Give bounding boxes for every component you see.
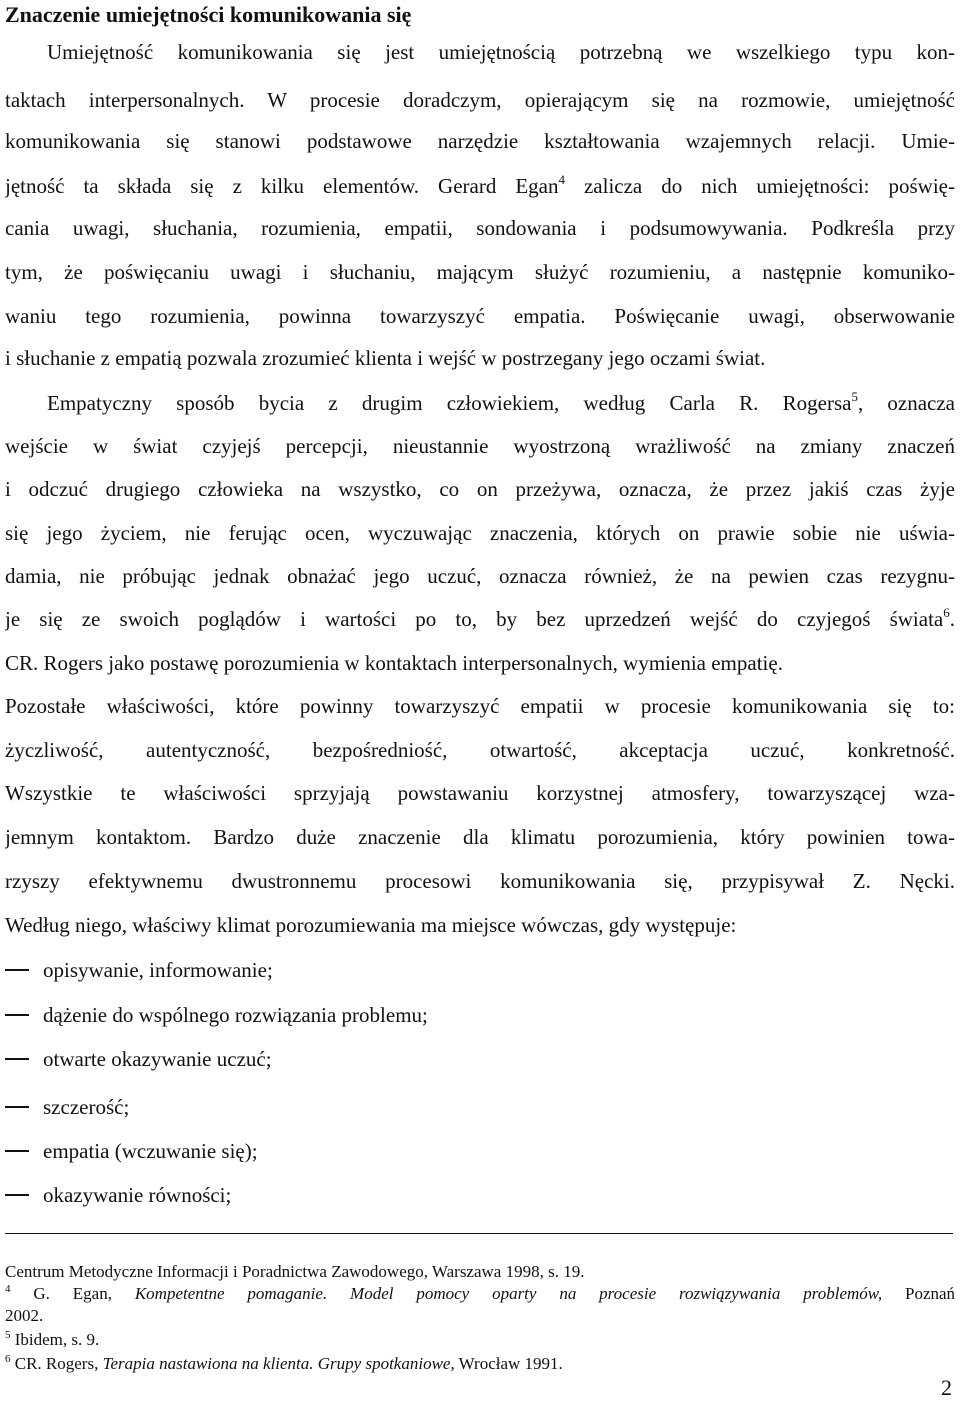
- footnote: $^5$ Ibidem, s. 9.: [5, 1329, 100, 1349]
- text-line: Umiejętność komunikowania się jest umiejętnością potrzebną we wszelkiego typu kon-: [47, 40, 955, 64]
- dash-bullet-icon: [5, 969, 29, 971]
- text-line: rzyszy efektywnemu dwustronnemu procesowi komunikowania się, przypisywał Z. Nęcki.: [5, 869, 955, 893]
- list-item: okazywanie równości;: [5, 1180, 955, 1210]
- text-line: życzliwość, autentyczność, bezpośredniość, otwartość, akceptacja uczuć, konkretność.: [5, 738, 955, 762]
- text-line: waniu tego rozumienia, powinna towarzyszyć empatia. Poświęcanie uwagi, obserwowanie: [5, 304, 955, 328]
- text-line: cania uwagi, słuchania, rozumienia, empatii, sondowania i podsumowywania. Podkreśla przy: [5, 216, 955, 240]
- text-line: jętność ta składa się z kilku elementów. Gerard Egan$^4$ zalicza do nich umiejętności: poświę-: [5, 172, 955, 198]
- footnote-ref: 6: [943, 605, 950, 620]
- text-line: Według niego, właściwy klimat porozumiewania ma miejsce wówczas, gdy występuje:: [5, 913, 737, 937]
- footnote-ref: 4: [558, 172, 565, 187]
- text-line: jemnym kontaktom. Bardzo duże znaczenie dla klimatu porozumienia, który powinien towa-: [5, 825, 955, 849]
- text-line: Empatyczny sposób bycia z drugim człowiekiem, według Carla R. Rogersa$^5$, oznacza: [47, 389, 955, 415]
- footnote-ref: 5: [851, 389, 858, 404]
- list-item: otwarte okazywanie uczuć;: [5, 1044, 955, 1074]
- text-line: i odczuć drugiego człowieka na wszystko, co on przeżywa, oznacza, że przez jakiś czas żyje: [5, 477, 955, 501]
- list-item: dążenie do wspólnego rozwiązania problemu;: [5, 1000, 955, 1030]
- text-line: wejście w świat czyjejś percepcji, nieustannie wyostrzoną wrażliwość na zmiany znaczeń: [5, 434, 955, 458]
- text-line: i słuchanie z empatią pozwala zrozumieć klienta i wejść w postrzegany jego oczami świat.: [5, 346, 766, 370]
- text-line: Pozostałe właściwości, które powinny towarzyszyć empatii w procesie komunikowania się to:: [5, 694, 955, 718]
- text-line: taktach interpersonalnych. W procesie doradczym, opierającym się na rozmowie, umiejętność: [5, 88, 955, 112]
- text-line: je się ze swoich poglądów i wartości po to, by bez uprzedzeń wejść do czyjegoś świata$^6$.: [5, 605, 955, 631]
- list-item: opisywanie, informowanie;: [5, 955, 955, 985]
- text-line: damia, nie próbując jednak obnażać jego uczuć, oznacza również, że na pewien czas rezygnu-: [5, 564, 955, 588]
- text-line: CR. Rogers jako postawę porozumienia w kontaktach interpersonalnych, wymienia empatię.: [5, 651, 783, 675]
- page-number: 2: [941, 1375, 952, 1400]
- text-line: komunikowania się stanowi podstawowe narzędzie kształtowania wzajemnych relacji. Umie-: [5, 129, 955, 153]
- dash-bullet-icon: [5, 1150, 29, 1152]
- footnote: 2002.: [5, 1306, 44, 1325]
- text-line: się jego życiem, nie ferując ocen, wyczuwając znaczenia, których on prawie sobie nie uświa-: [5, 521, 955, 545]
- dash-bullet-icon: [5, 1194, 29, 1196]
- footnote: Centrum Metodyczne Informacji i Poradnictwa Zawodowego, Warszawa 1998, s. 19.: [5, 1262, 585, 1281]
- text-line: tym, że poświęcaniu uwagi i słuchaniu, mającym służyć rozumieniu, a następnie komuniko-: [5, 260, 955, 284]
- dash-bullet-icon: [5, 1106, 29, 1108]
- text-line: Wszystkie te właściwości sprzyjają powstawaniu korzystnej atmosfery, towarzyszącej wza-: [5, 781, 955, 805]
- dash-bullet-icon: [5, 1058, 29, 1060]
- footnote-divider: [5, 1233, 953, 1234]
- dash-bullet-icon: [5, 1014, 29, 1016]
- list-item: empatia (wczuwanie się);: [5, 1136, 955, 1166]
- list-item: szczerość;: [5, 1092, 955, 1122]
- section-heading: Znaczenie umiejętności komunikowania się: [5, 2, 412, 27]
- footnote: $^6$ CR. Rogers, Terapia nastawiona na klienta. Grupy spotkaniowe, Wrocław 1991.: [5, 1353, 563, 1373]
- footnote: $^4$ G. Egan, Kompetentne pomaganie. Model pomocy oparty na procesie rozwiązywania problemów, Poznań: [5, 1283, 956, 1303]
